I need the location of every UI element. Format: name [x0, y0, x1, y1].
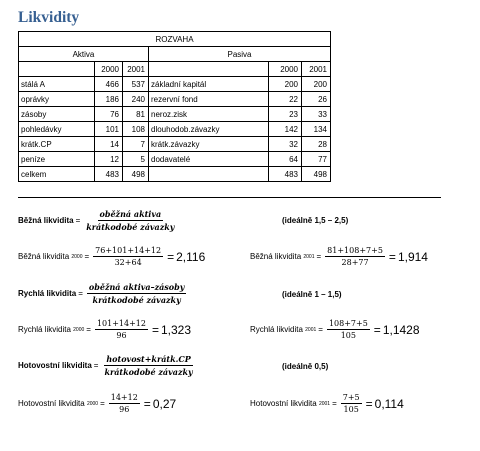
- calc-label: Běžná likvidita: [250, 252, 302, 261]
- cash-ratio-ideal: (ideálně 0,5): [282, 362, 329, 371]
- table-row: [19, 107, 331, 122]
- formula-label: Běžná likvidita: [18, 216, 74, 225]
- calc-numerator: 14+12: [110, 393, 138, 402]
- formula-fraction: [102, 354, 194, 377]
- table-row: [19, 77, 331, 92]
- year-header: 2000: [269, 62, 302, 77]
- aktiva-item: krátk.CP: [19, 137, 95, 152]
- pasiva-item: krátk.závazky: [149, 137, 269, 152]
- year-header: 2000: [95, 62, 123, 77]
- calc-fraction: [341, 393, 362, 414]
- calc-result: 1,323: [161, 322, 192, 337]
- calc-year: 2001: [318, 400, 331, 407]
- pasiva-value-2001: 77: [302, 152, 331, 167]
- calc-numerator: 101+14+12: [96, 319, 146, 328]
- quick-ratio-2001: [250, 319, 420, 340]
- year-header: 2001: [302, 62, 331, 77]
- equals-sign: =: [78, 289, 83, 298]
- calc-year: 2001: [303, 253, 315, 260]
- pasiva-value-2001: 26: [302, 92, 331, 107]
- aktiva-item: oprávky: [19, 92, 95, 107]
- calc-result: 2,116: [176, 249, 206, 264]
- aktiva-value-2001: 5: [123, 152, 149, 167]
- formula-denominator: krátkodobé závazky: [104, 367, 193, 377]
- quick-ratio-ideal: (ideálně 1 – 1,5): [282, 290, 342, 299]
- calc-label: Hotovostní likvidita: [18, 399, 85, 408]
- aktiva-value-2000: 466: [95, 77, 123, 92]
- pasiva-header: Pasiva: [149, 47, 331, 62]
- calc-result: 0,114: [374, 396, 404, 411]
- calc-label: Rychlá likvidita: [18, 325, 71, 334]
- calc-fraction: [109, 393, 140, 414]
- aktiva-value-2000: 14: [95, 137, 123, 152]
- calc-numerator: 108+7+5: [328, 319, 368, 328]
- calc-fraction: [325, 246, 385, 267]
- calc-denominator: 96: [116, 331, 127, 340]
- pasiva-value-2001: 28: [302, 137, 331, 152]
- table-row: [19, 137, 331, 152]
- aktiva-value-2000: 76: [95, 107, 123, 122]
- table-total-row: [19, 167, 331, 182]
- pasiva-value-2001: 498: [302, 167, 331, 182]
- aktiva-item: celkem: [19, 167, 95, 182]
- aktiva-value-2001: 240: [123, 92, 149, 107]
- equals-sign: =: [151, 322, 159, 337]
- formula-label: Rychlá likvidita: [18, 289, 77, 298]
- pasiva-item: neroz.zisk: [149, 107, 269, 122]
- pasiva-value-2000: 200: [269, 77, 302, 92]
- balance-sheet-table: [18, 31, 331, 182]
- table-heading-row: [19, 32, 331, 47]
- cash-ratio-2001: [250, 393, 404, 414]
- formula-fraction: [84, 209, 176, 232]
- aktiva-value-2001: 81: [123, 107, 149, 122]
- table-row: [19, 152, 331, 167]
- calc-fraction: [327, 319, 370, 340]
- equals-sign: =: [316, 252, 322, 261]
- pasiva-value-2000: 64: [269, 152, 302, 167]
- table-row: [19, 122, 331, 137]
- pasiva-value-2001: 200: [302, 77, 331, 92]
- year-header: 2001: [123, 62, 149, 77]
- section-divider: [18, 197, 441, 198]
- equals-sign: =: [318, 325, 323, 334]
- aktiva-value-2000: 101: [95, 122, 123, 137]
- page-title: Likvidity: [18, 9, 80, 26]
- aktiva-value-2001: 498: [123, 167, 149, 182]
- calc-numerator: 7+5: [342, 393, 360, 402]
- pasiva-value-2000: 32: [269, 137, 302, 152]
- calc-label: Rychlá likvidita: [250, 325, 303, 334]
- calc-numerator: 76+101+14+12: [95, 246, 162, 255]
- formula-numerator: oběžná aktiva–zásoby: [88, 282, 185, 292]
- aktiva-value-2001: 537: [123, 77, 149, 92]
- equals-sign: =: [93, 361, 99, 370]
- table-cell: [19, 62, 95, 77]
- aktiva-value-2000: 186: [95, 92, 123, 107]
- current-ratio-formula: [18, 209, 178, 232]
- calc-fraction: [95, 319, 148, 340]
- quick-ratio-formula: [18, 282, 188, 305]
- table-cell: [149, 62, 269, 77]
- calc-result: 0,27: [152, 396, 177, 411]
- calc-result: 1,1428: [382, 322, 420, 337]
- formula-numerator: hotovost+krátk.CP: [106, 354, 191, 364]
- pasiva-value-2001: 134: [302, 122, 331, 137]
- calc-year: 2000: [71, 253, 83, 260]
- table-section-row: [19, 47, 331, 62]
- equals-sign: =: [100, 399, 105, 408]
- calc-label: Hotovostní likvidita: [250, 399, 317, 408]
- pasiva-value-2000: 483: [269, 167, 302, 182]
- equals-sign: =: [86, 325, 91, 334]
- equals-sign: =: [143, 396, 151, 411]
- quick-ratio-2000: [18, 319, 191, 340]
- calc-denominator: 105: [343, 405, 359, 414]
- equals-sign: =: [332, 399, 337, 408]
- pasiva-value-2000: 22: [269, 92, 302, 107]
- calc-numerator: 81+108+7+5: [327, 246, 383, 255]
- aktiva-item: peníze: [19, 152, 95, 167]
- aktiva-value-2001: 7: [123, 137, 149, 152]
- cash-ratio-2000: [18, 393, 176, 414]
- pasiva-value-2001: 33: [302, 107, 331, 122]
- formula-numerator: oběžná aktiva: [99, 209, 162, 219]
- equals-sign: =: [167, 249, 175, 264]
- aktiva-value-2000: 12: [95, 152, 123, 167]
- calc-denominator: 96: [119, 405, 130, 414]
- aktiva-value-2000: 483: [95, 167, 123, 182]
- equals-sign: =: [388, 249, 396, 264]
- aktiva-header: Aktiva: [19, 47, 149, 62]
- pasiva-value-2000: 142: [269, 122, 302, 137]
- current-ratio-2001: [250, 246, 428, 267]
- current-ratio-ideal: (ideálně 1,5 – 2,5): [282, 216, 349, 225]
- calc-result: 1,914: [397, 249, 428, 264]
- equals-sign: =: [365, 396, 373, 411]
- pasiva-item: [149, 167, 269, 182]
- pasiva-value-2000: 23: [269, 107, 302, 122]
- equals-sign: =: [84, 252, 90, 261]
- calc-denominator: 105: [340, 331, 356, 340]
- cash-ratio-formula: [18, 354, 197, 377]
- current-ratio-2000: [18, 246, 205, 267]
- calc-year: 2000: [73, 326, 85, 333]
- aktiva-item: zásoby: [19, 107, 95, 122]
- pasiva-item: základní kapitál: [149, 77, 269, 92]
- equals-sign: =: [75, 216, 81, 225]
- aktiva-item: stálá A: [19, 77, 95, 92]
- calc-denominator: 28+77: [341, 258, 369, 267]
- table-row: [19, 92, 331, 107]
- formula-fraction: [87, 282, 186, 305]
- formula-denominator: krátkodobé závazky: [92, 295, 181, 305]
- calc-year: 2000: [86, 400, 99, 407]
- calc-denominator: 32+64: [114, 258, 142, 267]
- table-heading: ROZVAHA: [19, 32, 331, 47]
- pasiva-item: rezervní fond: [149, 92, 269, 107]
- calc-fraction: [93, 246, 163, 267]
- calc-year: 2001: [305, 326, 317, 333]
- formula-label: Hotovostní likvidita: [18, 361, 92, 370]
- equals-sign: =: [373, 322, 381, 337]
- pasiva-item: dodavatelé: [149, 152, 269, 167]
- table-year-row: [19, 62, 331, 77]
- aktiva-item: pohledávky: [19, 122, 95, 137]
- formula-denominator: krátkodobé závazky: [86, 222, 175, 232]
- aktiva-value-2001: 108: [123, 122, 149, 137]
- calc-label: Běžná likvidita: [18, 252, 70, 261]
- pasiva-item: dlouhodob.závazky: [149, 122, 269, 137]
